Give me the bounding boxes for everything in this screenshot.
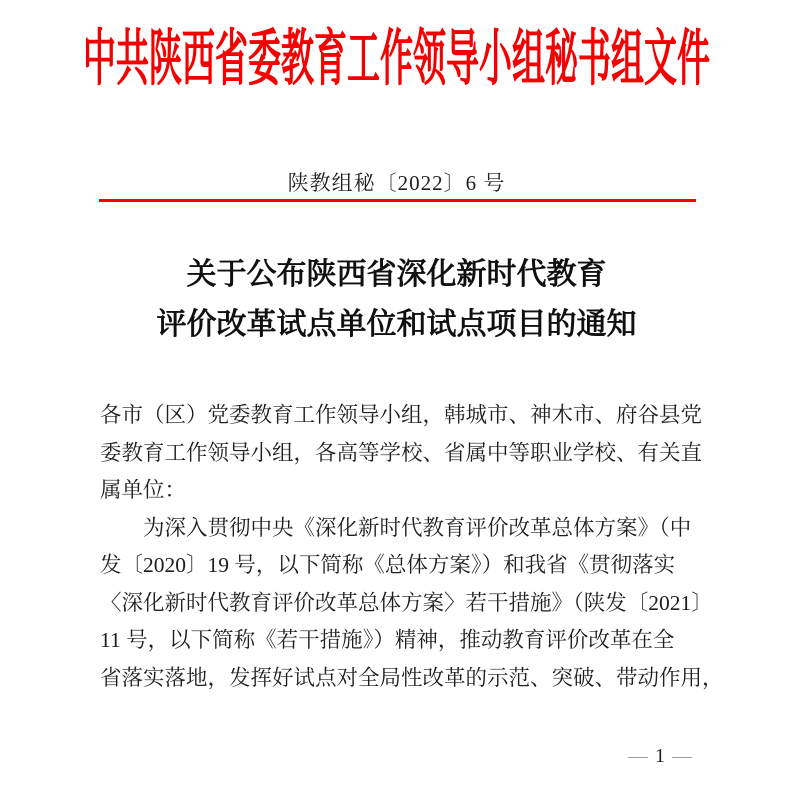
footer-left-dash: — — [628, 745, 648, 767]
footer-page-number: 1 — [655, 745, 665, 767]
document-body — [100, 397, 724, 697]
footer-right-dash: — — [672, 745, 692, 767]
letterhead-title — [0, 27, 793, 94]
document-title — [0, 250, 793, 350]
body-line: 11 号，以下简称《若干措施》）精神，推动教育评价改革在全 — [100, 628, 675, 652]
body-line: 发〔2020〕19 号，以下简称《总体方案》）和我省《贯彻落实 — [100, 553, 676, 577]
body-line: 属单位： — [100, 478, 187, 502]
body-line: 各市（区）党委教育工作领导小组，韩城市、神木市、府谷县党 — [100, 403, 703, 427]
red-separator-rule — [99, 199, 696, 202]
body-line: 为深入贯彻中央《深化新时代教育评价改革总体方案》（中 — [143, 515, 692, 540]
body-line: 委教育工作领导小组，各高等学校、省属中等职业学校、有关直 — [100, 440, 703, 465]
document-title-line-2: 评价改革试点单位和试点项目的通知 — [156, 308, 637, 341]
body-line: 省落实落地，发挥好试点对全局性改革的示范、突破、带动作用， — [100, 665, 724, 690]
page-number-footer — [621, 745, 699, 768]
letterhead-title-text: 中共陕西省委教育工作领导小组秘书组文件 — [83, 27, 710, 94]
document-title-line-1: 关于公布陕西省深化新时代教育 — [186, 258, 607, 291]
body-line: 〈深化新时代教育评价改革总体方案〉若干措施》（陕发〔2021〕 — [100, 590, 713, 615]
document-number: 陕教组秘〔2022〕6 号 — [287, 171, 506, 195]
